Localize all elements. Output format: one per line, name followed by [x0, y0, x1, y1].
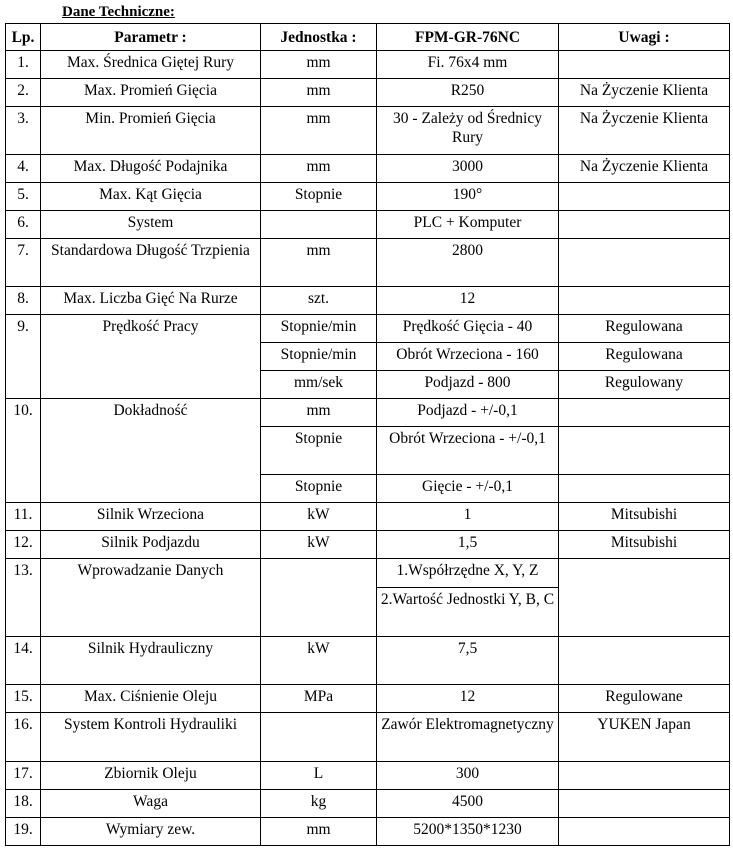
row-unit: mm/sek: [261, 371, 377, 399]
row-value: R250: [377, 79, 559, 107]
table-row: [6, 685, 730, 713]
row-value: 300: [377, 762, 559, 790]
row-param: Max. Długość Podajnika: [41, 155, 261, 183]
row-lp: 16.: [6, 713, 41, 762]
row-lp: 8.: [6, 287, 41, 315]
row-note: [559, 559, 730, 637]
row-value: Podjazd - 800: [377, 371, 559, 399]
row-lp: 15.: [6, 685, 41, 713]
row-lp: 7.: [6, 239, 41, 287]
spec-table: [5, 23, 730, 846]
row-unit: mm: [261, 818, 377, 846]
row-param: System Kontroli Hydrauliki: [41, 713, 261, 762]
row-value: 1,5: [377, 531, 559, 559]
table-row: [6, 239, 730, 287]
row-param: System: [41, 211, 261, 239]
row-unit: mm: [261, 51, 377, 79]
row-unit: Stopnie: [261, 183, 377, 211]
row-lp: 13.: [6, 559, 41, 637]
row-note: Regulowane: [559, 685, 730, 713]
row-unit: mm: [261, 79, 377, 107]
data-input-line: 2.Wartość Jednostki Y, B, C: [380, 590, 555, 608]
row-value: 5200*1350*1230: [377, 818, 559, 846]
row-value: 3000: [377, 155, 559, 183]
row-lp: 14.: [6, 637, 41, 685]
row-unit: Stopnie/min: [261, 315, 377, 343]
table-row: [6, 211, 730, 239]
row-value: Prędkość Gięcia - 40: [377, 315, 559, 343]
row-value: 2800: [377, 239, 559, 287]
row-value: Gięcie - +/-0,1: [377, 475, 559, 503]
row-value: 12: [377, 287, 559, 315]
row-value: 190°: [377, 183, 559, 211]
row-note: [559, 818, 730, 846]
row-param: Max. Średnica Giętej Rury: [41, 51, 261, 79]
table-row: [6, 287, 730, 315]
row-note: Na Życzenie Klienta: [559, 107, 730, 155]
header-unit: Jednostka :: [261, 24, 377, 51]
row-lp: 2.: [6, 79, 41, 107]
row-lp: 1.: [6, 51, 41, 79]
row-unit: mm: [261, 239, 377, 287]
row-note: [559, 239, 730, 287]
table-row: [6, 713, 730, 762]
row-note: [559, 790, 730, 818]
row-param: Standardowa Długość Trzpienia: [41, 239, 261, 287]
header-notes: Uwagi :: [559, 24, 730, 51]
row-lp: 9.: [6, 315, 41, 399]
row-param: Silnik Hydrauliczny: [41, 637, 261, 685]
table-row: [6, 637, 730, 685]
row-unit: mm: [261, 155, 377, 183]
row-note: Na Życzenie Klienta: [559, 155, 730, 183]
row-unit: [261, 559, 377, 637]
row-param: Silnik Wrzeciona: [41, 503, 261, 531]
row-unit: mm: [261, 107, 377, 155]
row-note: [559, 475, 730, 503]
table-row: [6, 155, 730, 183]
row-param: Prędkość Pracy: [41, 315, 261, 399]
row-param: Min. Promień Gięcia: [41, 107, 261, 155]
row-unit: Stopnie/min: [261, 343, 377, 371]
row-value: Podjazd - +/-0,1: [377, 399, 559, 427]
row-unit: kg: [261, 790, 377, 818]
row-lp: 5.: [6, 183, 41, 211]
table-row: [6, 315, 730, 343]
row-lp: 6.: [6, 211, 41, 239]
header-lp: Lp.: [6, 24, 41, 51]
table-row: [6, 818, 730, 846]
row-unit: L: [261, 762, 377, 790]
table-row: [6, 79, 730, 107]
header-model: FPM-GR-76NC: [377, 24, 559, 51]
row-value: 12: [377, 685, 559, 713]
table-row: [6, 790, 730, 818]
row-value: Obrót Wrzeciona - +/-0,1: [377, 427, 559, 475]
row-param: Zbiornik Oleju: [41, 762, 261, 790]
row-note: Regulowany: [559, 371, 730, 399]
table-row: [6, 559, 730, 637]
row-unit: Stopnie: [261, 475, 377, 503]
row-note: [559, 427, 730, 475]
data-input-line: 1.Współrzędne X, Y, Z: [377, 559, 558, 587]
row-note: [559, 211, 730, 239]
row-note: Mitsubishi: [559, 531, 730, 559]
row-value: 30 - Zależy od Średnicy Rury: [377, 107, 559, 155]
row-note: [559, 762, 730, 790]
table-row: [6, 531, 730, 559]
row-note: Na Życzenie Klienta: [559, 79, 730, 107]
row-lp: 12.: [6, 531, 41, 559]
row-value: Zawór Elektromagnetyczny: [377, 713, 559, 762]
table-row: [6, 399, 730, 427]
table-row: [6, 107, 730, 155]
row-value: Fi. 76x4 mm: [377, 51, 559, 79]
row-param: Waga: [41, 790, 261, 818]
row-param: Max. Promień Gięcia: [41, 79, 261, 107]
row-lp: 18.: [6, 790, 41, 818]
row-value: PLC + Komputer: [377, 211, 559, 239]
row-note: [559, 183, 730, 211]
row-note: Regulowana: [559, 315, 730, 343]
row-value: 7,5: [377, 637, 559, 685]
row-unit: Stopnie: [261, 427, 377, 475]
row-param: Max. Ciśnienie Oleju: [41, 685, 261, 713]
row-unit: mm: [261, 399, 377, 427]
row-param: Max. Liczba Gięć Na Rurze: [41, 287, 261, 315]
row-unit: kW: [261, 637, 377, 685]
row-unit: szt.: [261, 287, 377, 315]
row-unit: kW: [261, 531, 377, 559]
table-row: [6, 503, 730, 531]
row-unit: [261, 713, 377, 762]
row-value: 4500: [377, 790, 559, 818]
row-value: 1: [377, 503, 559, 531]
section-title: Dane Techniczne:: [62, 4, 175, 20]
row-unit: MPa: [261, 685, 377, 713]
row-lp: 19.: [6, 818, 41, 846]
table-row: [6, 183, 730, 211]
row-note: YUKEN Japan: [559, 713, 730, 762]
row-lp: 10.: [6, 399, 41, 503]
row-unit: kW: [261, 503, 377, 531]
row-note: [559, 399, 730, 427]
row-lp: 4.: [6, 155, 41, 183]
row-value: [377, 559, 559, 637]
row-param: Silnik Podjazdu: [41, 531, 261, 559]
row-note: Mitsubishi: [559, 503, 730, 531]
row-param: Wymiary zew.: [41, 818, 261, 846]
row-note: [559, 287, 730, 315]
table-row: [6, 51, 730, 79]
row-param: Max. Kąt Gięcia: [41, 183, 261, 211]
header-param: Parametr :: [41, 24, 261, 51]
data-input-subtable: [377, 559, 558, 636]
row-note: Regulowana: [559, 343, 730, 371]
row-lp: 3.: [6, 107, 41, 155]
row-note: [559, 51, 730, 79]
row-lp: 17.: [6, 762, 41, 790]
table-row: [6, 762, 730, 790]
row-note: [559, 637, 730, 685]
row-value: Obrót Wrzeciona - 160: [377, 343, 559, 371]
row-param: Wprowadzanie Danych: [41, 559, 261, 637]
row-unit: [261, 211, 377, 239]
header-row: [6, 24, 730, 51]
row-param: Dokładność: [41, 399, 261, 503]
row-lp: 11.: [6, 503, 41, 531]
